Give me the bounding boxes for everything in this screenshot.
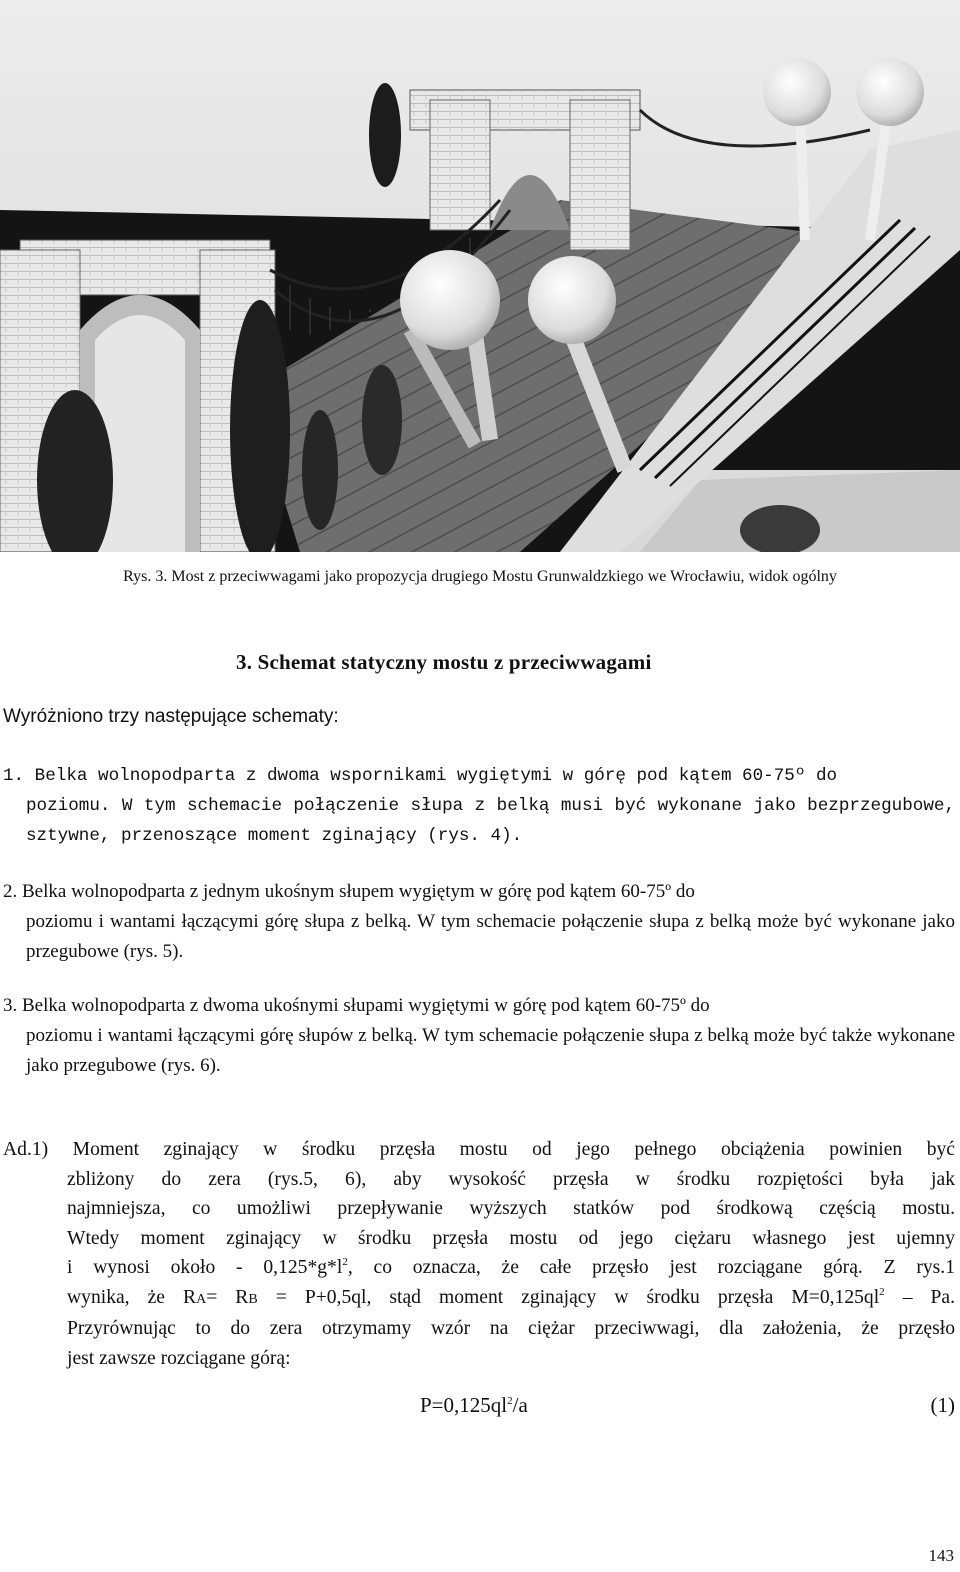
ad1-line: najmniejsza, co umożliwi przepływanie wyższych statków pod środkową częścią mostu. [67,1198,955,1219]
subscript: B [248,1291,258,1307]
superscript: 2 [342,1256,348,1268]
text-fragment: , co oznacza, że całe przęsło jest rozciągane górą. Z rys.1 [347,1257,955,1278]
section-intro: Wyróżniono trzy następujące schematy: [3,706,339,727]
text-fragment: = R [206,1286,249,1308]
scheme-item-2 [3,877,955,967]
figure-caption: Rys. 3. Most z przeciwwagami jako propozycja drugiego Mostu Grunwaldzkiego we Wrocławiu, widok ogólny [123,568,837,585]
ad1-line: Przyrównując to do zera otrzymamy wzór na ciężar przeciwwagi, dla założenia, że przęsło [67,1318,955,1339]
bridge-model-photo [0,0,960,552]
ad1-line: zbliżony do zera (rys.5, 6), aby wysokość przęsła w środku rozpiętości była jak [67,1168,955,1190]
item-continuation: poziomu. W tym schemacie połączenie słupa z belką musi być wykonane jako bezprzegubowe, sztywne, przenoszące moment zginający (rys. 4). [26,796,955,846]
ad1-line [67,1253,955,1283]
ad1-line: Wtedy moment zginający w środku przęsła mostu od jego ciężaru własnego jest ujemny [67,1227,955,1249]
ad1-body [3,1165,955,1374]
equation-number: (1) [930,1393,955,1417]
item-first-line: 2. Belka wolnopodparta z jednym ukośnym słupem wygiętym w górę pod kątem 60-75º do [3,881,695,902]
ad1-paragraph [3,1135,955,1373]
cypress-tree [369,83,401,187]
cypress-tree [230,300,290,552]
page-number: 143 [928,1546,954,1565]
text-fragment: = P+0,5ql, stąd moment zginający w środku przęsła M=0,125ql [257,1286,880,1308]
item-continuation: poziomu i wantami łączącymi górę słupów z belką. W tym schemacie połączenie słupa z belką może być także wykonane jako przegubowe (rys. 6). [26,1025,955,1076]
subscript: A [196,1291,207,1307]
text-fragment: – Pa. [884,1286,956,1308]
superscript: 2 [879,1285,885,1298]
formula-text: P=0,125ql [420,1393,508,1417]
formula-superscript: 2 [507,1395,513,1407]
text-fragment: wynika, że R [67,1286,197,1308]
item-continuation: poziomu i wantami łączącymi górę słupa z belką. W tym schemacie połączenie słupa z belką może być wykonane jako przegubowe (rys. 5). [26,911,955,962]
cypress-tree [362,365,402,475]
item-first-line: 1. Belka wolnopodparta z dwoma wspornikami wygiętymi w górę pod kątem 60-75º do [3,766,838,786]
formula-text: /a [512,1393,528,1417]
formula-1 [420,1393,528,1418]
ad1-line: jest zawsze rozciągane górą: [67,1347,291,1369]
scheme-item-3 [3,991,955,1081]
text-fragment: i wynosi około - 0,125*g*l [67,1257,343,1278]
ad1-lead-line: Ad.1) Moment zginający w środku przęsła mostu od jego pełnego obciążenia powinien być [3,1139,955,1160]
item-first-line: 3. Belka wolnopodparta z dwoma ukośnymi słupami wygiętymi w górę pod kątem 60-75º do [3,995,710,1016]
cypress-tree [302,410,338,530]
scheme-item-1 [3,761,955,851]
ad1-line [67,1283,955,1315]
section-heading: 3. Schemat statyczny mostu z przeciwwagami [236,650,652,674]
